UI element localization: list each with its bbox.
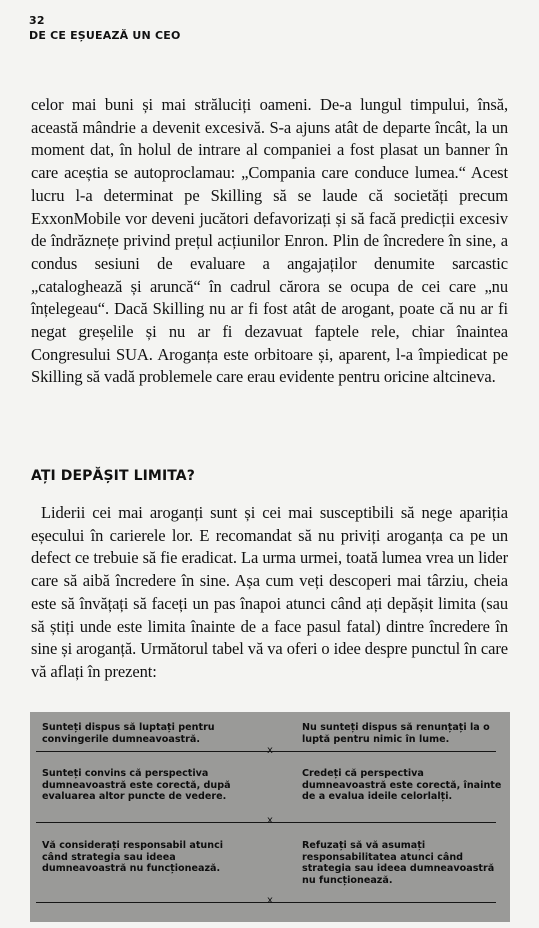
scale-marker: x bbox=[267, 895, 273, 906]
table-cell-arrogance: Nu sunteți dispus să renunțați la o luptă pentru nimic în lume. bbox=[302, 722, 490, 745]
scale-line bbox=[36, 751, 496, 752]
scale-line bbox=[36, 902, 496, 903]
book-title: DE CE EȘUEAZĂ UN CEO bbox=[29, 29, 181, 42]
table-cell-arrogance: Credeți că perspectiva dumneavoastră este corectă, înainte de a evalua ideile celorlalți. bbox=[302, 768, 502, 802]
paragraph-text: Liderii cei mai aroganți sunt și cei mai susceptibili să nege apariția eșecului în carierele lor. E recomandat să nu priviți aroganța ca pe un defect ce trebuie să fie eradicat. La urma urmei, toată lumea vrea un lider care să aibă încredere în sine. Așa cum veți descoperi mai târziu, cheia este să învățați să faceți un pas înapoi atunci când ați depășit limita (sau să știți unde este limita înainte de a face pasul fatal) dintre încredere în sine și aroganță. Următorul tabel vă va oferi o idee despre punctul în care vă aflați în prezent: bbox=[31, 503, 508, 681]
table-cell-arrogance: Refuzați să vă asumați responsabilitatea atunci când strategia sau ideea dumneavoastră nu funcționează. bbox=[302, 840, 495, 886]
table-cell-confidence: Sunteți dispus să luptați pentru convingerile dumneavoastră. bbox=[42, 722, 215, 745]
running-header bbox=[29, 13, 181, 43]
scale-marker: x bbox=[267, 815, 273, 826]
scale-line bbox=[36, 822, 496, 823]
paragraph-enron-arrogance bbox=[31, 94, 508, 389]
section-heading: AȚI DEPĂȘIT LIMITA? bbox=[31, 468, 195, 484]
scale-marker: x bbox=[267, 745, 273, 756]
table-cell-confidence: Sunteți convins că perspectiva dumneavoastră este corectă, după evaluarea altor puncte de vedere. bbox=[42, 768, 231, 802]
paragraph-crossed-the-line bbox=[31, 502, 508, 684]
page-number: 32 bbox=[29, 14, 45, 27]
paragraph-text: celor mai buni și mai străluciți oameni. De-a lungul timpului, însă, această mândrie a devenit excesivă. S-a ajuns atât de departe încât, la un moment dat, în holul de intrare al companiei a fost plasat un banner în care aceștia se autoproclamau: „Compania care conduce lumea.“ Acest lucru l-a determinat pe Skilling să se laude că societăți precum ExxonMobile vor deveni jucători defavorizați și să facă predicții excesiv de îndrăznețe privind prețul acțiunilor Enron. Plin de încredere în sine, a condus sesiuni de evaluare a angajaților denumite sarcastic „cataloghează și aruncă“ în cadrul cărora se ocupa de cei care „nu înțelegeau“. Dacă Skilling nu ar fi fost atât de arogant, poate că nu ar fi negat greșelile și nu ar fi dezavuat faptele rele, chiar înaintea Congresului SUA. Aroganța este orbitoare și, aparent, l-a împiedicat pe Skilling să vadă problemele care erau evidente pentru oricine altcineva. bbox=[31, 95, 508, 387]
table-cell-confidence: Vă considerați responsabil atunci când strategia sau ideea dumneavoastră nu funcționează. bbox=[42, 840, 224, 874]
confidence-arrogance-table bbox=[30, 712, 510, 922]
